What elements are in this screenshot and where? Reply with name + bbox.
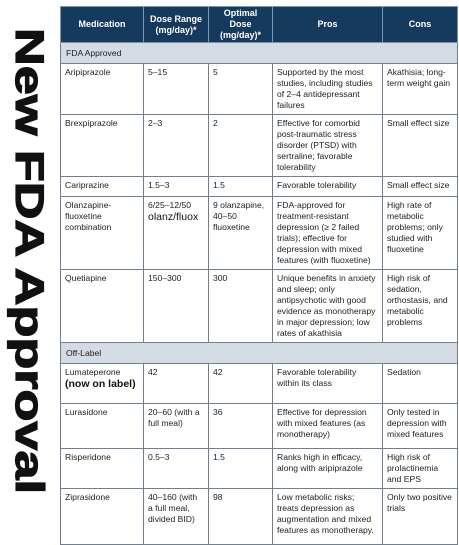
optimal-dose-text: 1.5: [213, 180, 225, 190]
pros-text: Supported by the most studies, including studies of 2–4 antidepressant failures: [277, 67, 373, 110]
column-header-optimal-dose: Optimal Dose (mg/day)*: [209, 7, 273, 43]
optimal-dose-text: 42: [213, 367, 223, 377]
top-strip: [60, 0, 457, 6]
optimal-dose-cell: [209, 197, 273, 270]
optimal-dose-cell: [209, 177, 273, 197]
pros-text: Effective for comorbid post-traumatic stress disorder (PTSD) with sertraline; favorable tolerability: [277, 118, 360, 172]
cons-text: Only two positive trials: [387, 492, 452, 513]
optimal-dose-text: 5: [213, 67, 218, 77]
section-title: Off-Label: [61, 343, 458, 364]
dose-range-text: 1.5–3: [148, 180, 170, 190]
medication-cell: [61, 177, 144, 197]
dose-range-cell: [144, 270, 209, 343]
medication-cell: [61, 115, 144, 177]
dose-range-cell: [144, 364, 209, 404]
optimal-dose-cell: [209, 489, 273, 545]
pros-text: FDA-approved for treatment-resistant depression (≥ 2 failed trials); effective for depression with mixed features (with fluoxetine): [277, 200, 371, 265]
new-fda-approval-annotation: New FDA Approval: [7, 28, 51, 386]
section-row-off-label: [61, 343, 458, 364]
dose-range-text: 0.5–3: [148, 452, 170, 462]
medication-text: Quetiapine: [65, 273, 107, 283]
optimal-dose-cell: [209, 64, 273, 115]
dose-range-text: 2–3: [148, 118, 163, 128]
cons-text: Akathisia; long-term weight gain: [387, 67, 451, 88]
header-row: [61, 7, 458, 43]
dose-range-cell: [144, 115, 209, 177]
pros-cell: [273, 115, 383, 177]
column-header-medication: Medication: [61, 7, 144, 43]
handwritten-note: olanz/fluox: [148, 211, 199, 223]
pros-text: Ranks high in efficacy, along with aripiprazole: [277, 452, 363, 473]
medication-text: Brexpiprazole: [65, 118, 118, 128]
table-row-risperidone: [61, 449, 458, 489]
table-row-lurasidone: [61, 404, 458, 449]
pros-cell: [273, 270, 383, 343]
pros-text: Low metabolic risks; treats depression as augmentation and mixed features as monotherapy.: [277, 492, 374, 535]
cons-cell: [383, 364, 458, 404]
handwritten-note: (now on label): [65, 378, 136, 390]
medication-text: Risperidone: [65, 452, 111, 462]
medication-text: Lurasidone: [65, 407, 108, 417]
pros-cell: [273, 177, 383, 197]
medication-text: Olanzapine-fluoxetine combination: [65, 200, 112, 232]
table-row-brexpiprazole: [61, 115, 458, 177]
section-title: FDA Approved: [61, 43, 458, 64]
column-header-dose-range: Dose Range (mg/day)*: [144, 7, 209, 43]
optimal-dose-cell: [209, 115, 273, 177]
medication-cell: [61, 64, 144, 115]
cons-text: Only tested in depression with mixed features: [387, 407, 447, 439]
antipsychotic-augmentation-table: [60, 6, 458, 545]
pros-cell: [273, 364, 383, 404]
cons-text: Sedation: [387, 367, 421, 377]
medication-text: Cariprazine: [65, 180, 109, 190]
pros-text: Favorable tolerability: [277, 180, 357, 190]
medication-cell: [61, 270, 144, 343]
medication-text: Lumateperone: [65, 367, 121, 377]
cons-text: Small effect size: [387, 180, 450, 190]
dose-range-cell: [144, 64, 209, 115]
medication-cell: [61, 449, 144, 489]
medication-cell: [61, 364, 144, 404]
medication-cell: [61, 489, 144, 545]
pros-cell: [273, 404, 383, 449]
table-row-lumateperone: [61, 364, 458, 404]
table-row-cariprazine: [61, 177, 458, 197]
table-row-quetiapine: [61, 270, 458, 343]
cons-text: High rate of metabolic problems; only studied with fluoxetine: [387, 200, 443, 254]
column-header-cons: Cons: [383, 7, 458, 43]
table-row-olanzapine-fluoxetine-combination: [61, 197, 458, 270]
dose-range-text: 20–60 (with a full meal): [148, 407, 200, 428]
pros-cell: [273, 197, 383, 270]
pros-text: Favorable tolerability within its class: [277, 367, 357, 388]
cons-cell: [383, 197, 458, 270]
optimal-dose-cell: [209, 270, 273, 343]
pros-cell: [273, 449, 383, 489]
cons-cell: [383, 489, 458, 545]
medication-text: Ziprasidone: [65, 492, 110, 502]
cons-cell: [383, 177, 458, 197]
dose-range-cell: [144, 177, 209, 197]
optimal-dose-text: 36: [213, 407, 223, 417]
cons-text: Small effect size: [387, 118, 450, 128]
medication-cell: [61, 197, 144, 270]
column-header-pros: Pros: [273, 7, 383, 43]
dose-range-text: 150–300: [148, 273, 182, 283]
pros-cell: [273, 64, 383, 115]
cons-cell: [383, 449, 458, 489]
optimal-dose-text: 9 olanzapine, 40–50 fluoxetine: [213, 200, 265, 232]
cons-text: High risk of prolactinemia and EPS: [387, 452, 439, 484]
medication-cell: [61, 404, 144, 449]
dose-range-text: 42: [148, 367, 158, 377]
optimal-dose-cell: [209, 404, 273, 449]
pros-cell: [273, 489, 383, 545]
dose-range-cell: [144, 197, 209, 270]
cons-text: High risk of sedation, orthostasis, and metabolic problems: [387, 273, 448, 327]
handwritten-annotation: [0, 0, 60, 500]
cons-cell: [383, 115, 458, 177]
table-row-aripiprazole: [61, 64, 458, 115]
cons-cell: [383, 64, 458, 115]
pros-text: Effective for depression with mixed features (as monotherapy): [277, 407, 367, 439]
cons-cell: [383, 270, 458, 343]
dose-range-text: 6/25–12/50: [148, 200, 192, 210]
dose-range-cell: [144, 404, 209, 449]
optimal-dose-cell: [209, 449, 273, 489]
pros-text: Unique benefits in anxiety and sleep; only antipsychotic with good evidence as monotherapy in major depression; low rates of akathisia: [277, 273, 376, 338]
dose-range-text: 40–160 (with a full meal, divided BID): [148, 492, 198, 524]
antipsychotic-table-container: [60, 0, 457, 535]
optimal-dose-text: 98: [213, 492, 223, 502]
cons-cell: [383, 404, 458, 449]
section-row-fda-approved: [61, 43, 458, 64]
optimal-dose-text: 1.5: [213, 452, 225, 462]
dose-range-cell: [144, 489, 209, 545]
medication-text: Aripiprazole: [65, 67, 111, 77]
optimal-dose-cell: [209, 364, 273, 404]
table-row-ziprasidone: [61, 489, 458, 545]
optimal-dose-text: 300: [213, 273, 228, 283]
dose-range-text: 5–15: [148, 67, 168, 77]
optimal-dose-text: 2: [213, 118, 218, 128]
dose-range-cell: [144, 449, 209, 489]
